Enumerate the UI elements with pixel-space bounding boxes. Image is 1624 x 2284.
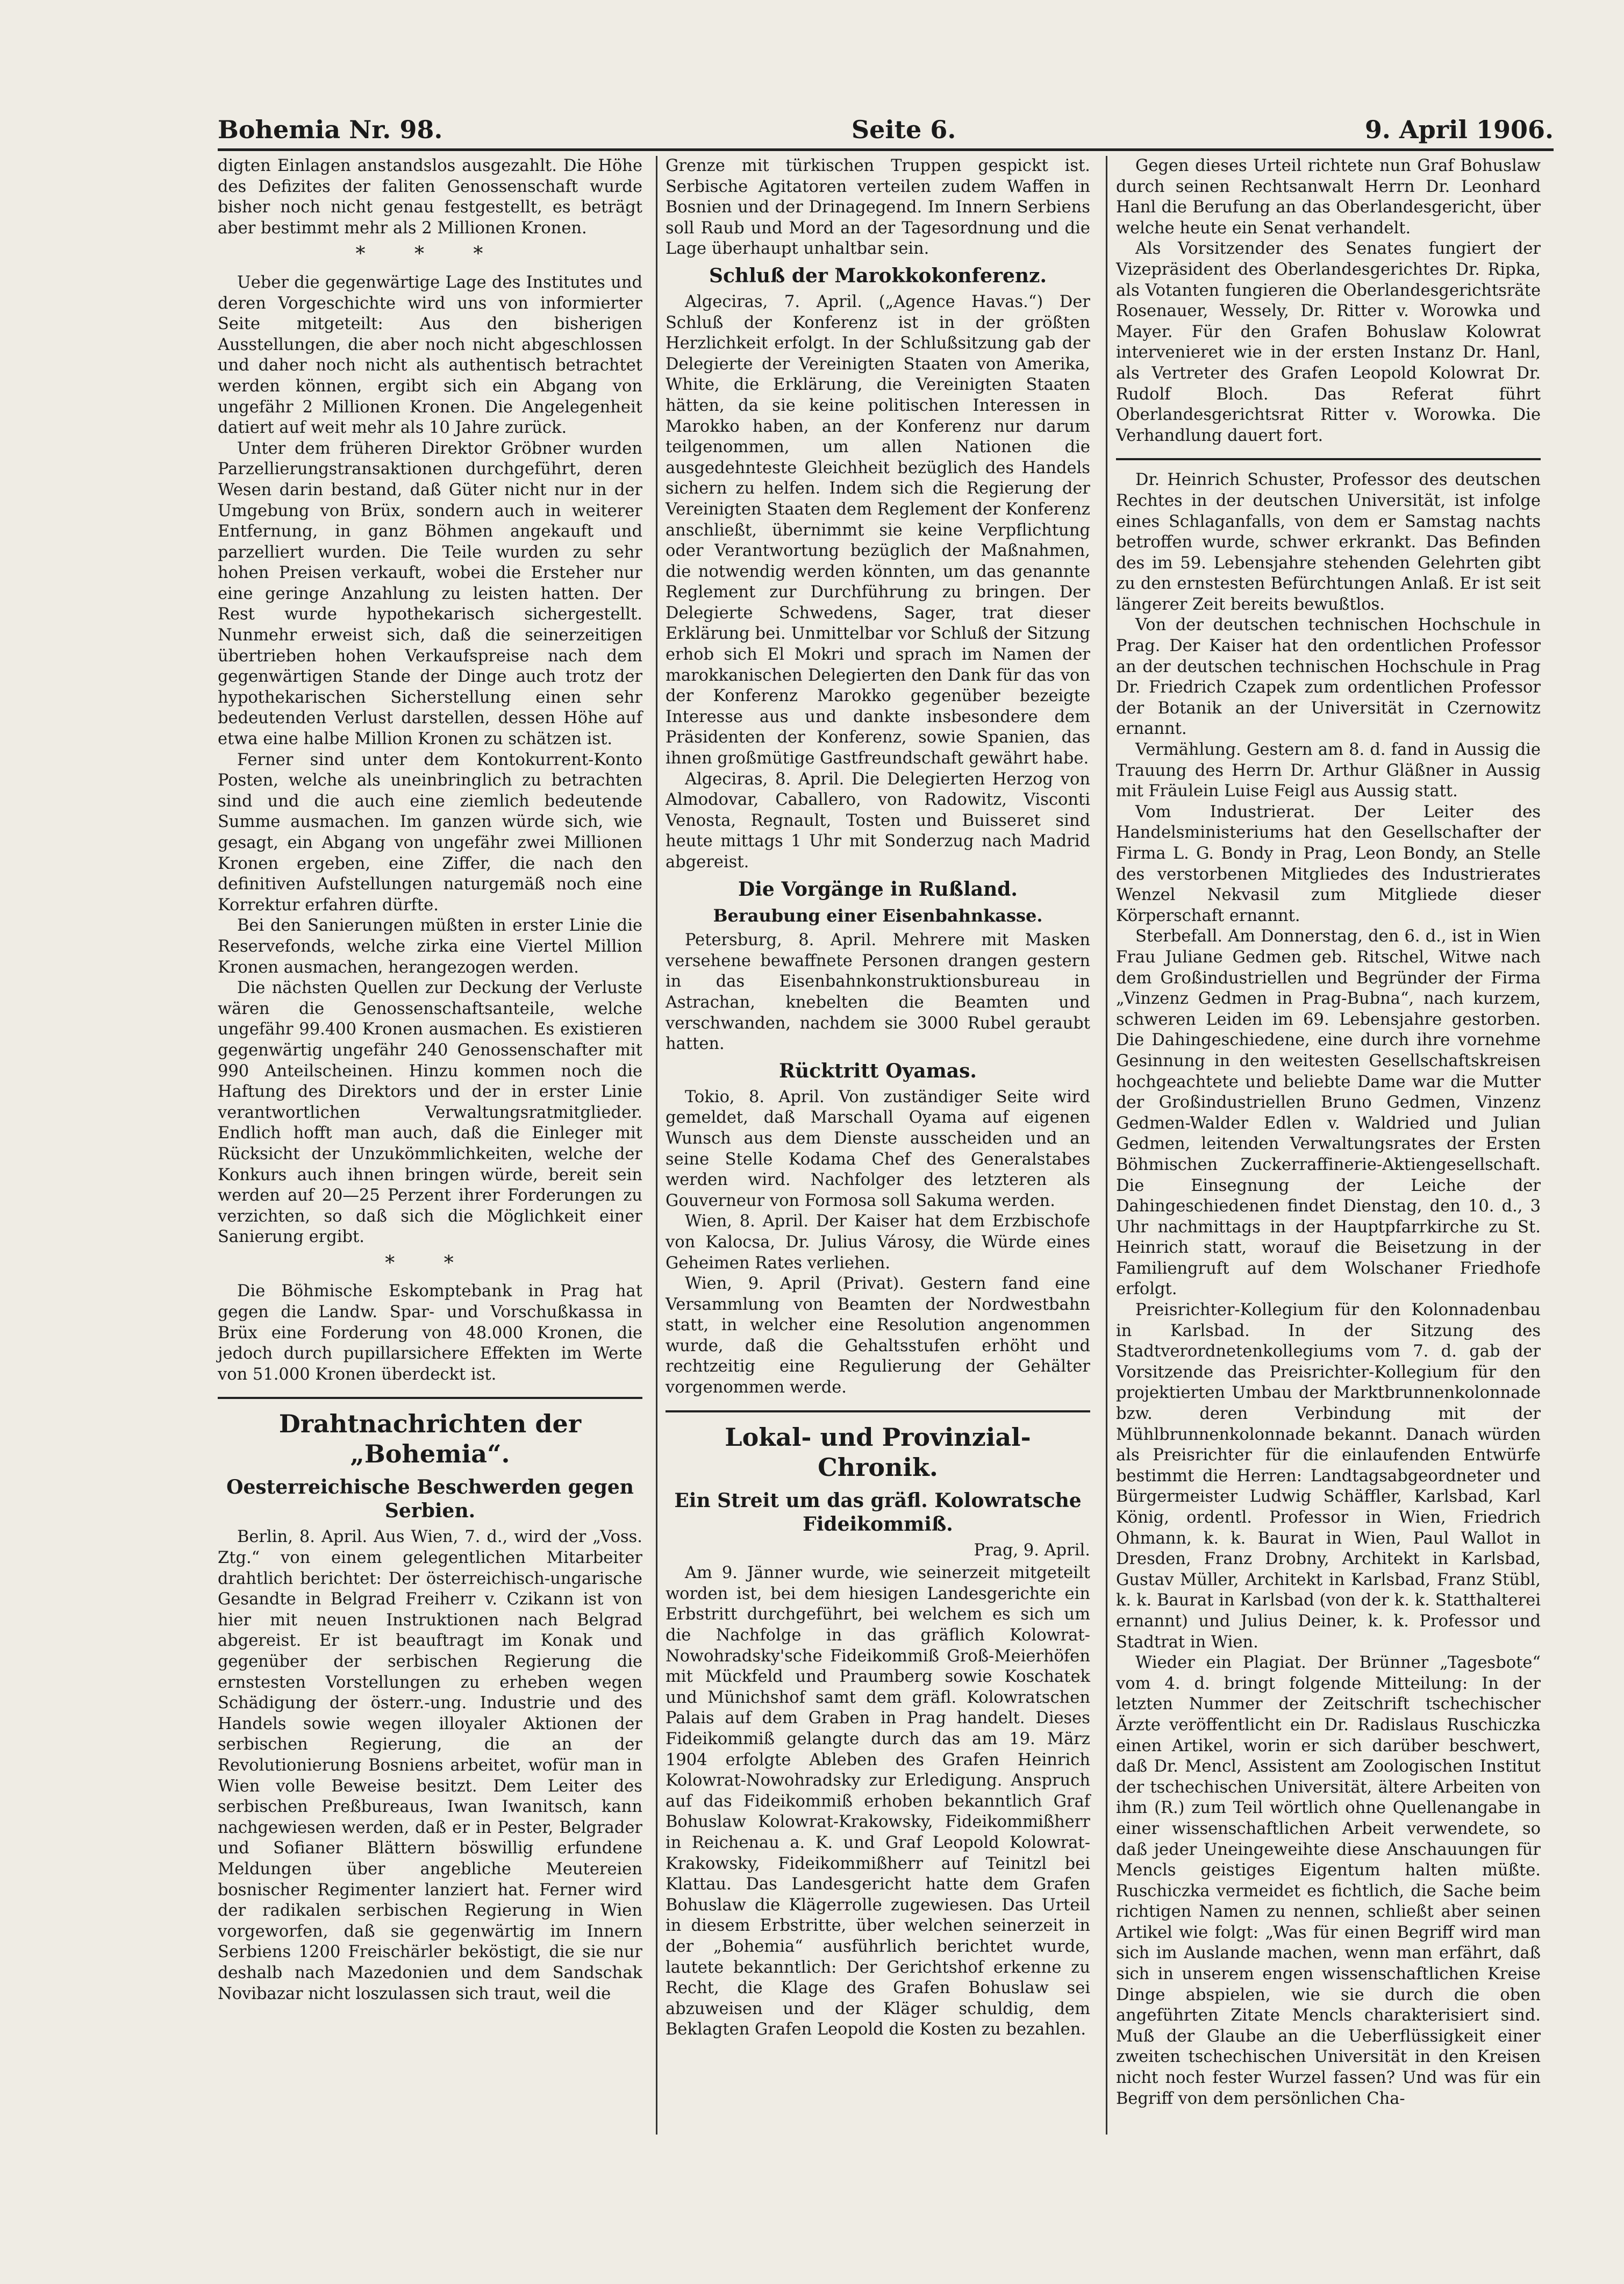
paragraph: Dr. Heinrich Schuster, Professor des deutschen Rechtes in der deutschen Universität, ist infolge eines Schlaganfalls, von dem er Samstag nachts betroffen wurde, schwer erkrankt. Das Befinden des im 59. Lebensjahre stehenden Gelehrten gibt zu den ernstesten Befürchtungen Anlaß. Er ist seit längerer Zeit bereits bewußtlos. xyxy=(1116,470,1541,614)
paragraph: Ferner sind unter dem Kontokurrent-Konto Posten, welche als uneinbringlich zu betrachten sind und die auch eine ziemlich bedeutende Summe ausmachen. Im ganzen würde sich, wie gesagt, ein Abgang von ungefähr zwei Millionen Kronen ergeben, eine Ziffer, die nach den definitiven Aufstellungen naturgemäß noch eine Korrektur erfahren dürfte. xyxy=(218,750,642,915)
paragraph: Am 9. Jänner wurde, wie seinerzeit mitgeteilt worden ist, bei dem hiesigen Landesgerichte ein Erbstritt durchgeführt, bei welchem es sich um die Nachfolge in das gräflich Kolowrat-Nowohradsky'sche Fideikommiß Groß-Meierhöfen mit Mückfeld und Praumberg sowie Koschatek und Münichshof samt dem gräfl. Kolowratschen Palais auf dem Graben in Prag handelt. Dieses Fideikommiß gelangte durch das am 19. März 1904 erfolgte Ableben des Grafen Heinrich Kolowrat-Nowohradsky zur Erledigung. Anspruch auf das Fideikommiß erhoben bekanntlich Graf Bohuslaw Kolowrat-Krakowsky, Fideikommißherr in Reichenau a. K. und Graf Leopold Kolowrat-Krakowsky, Fideikommißherr auf Teinitzl bei Klattau. Das Landesgericht hatte dem Grafen Bohuslaw die Klägerrolle zugewiesen. Das Urteil in diesem Erbstritte, über welchen seinerzeit in der „Bohemia“ ausführlich berichtet wurde, lautete bekanntlich: Der Gerichtshof erkenne zu Recht, die Klage des Grafen Bohuslaw sei abzuweisen und der Kläger schuldig, dem Beklagten Grafen Leopold die Kosten zu bezahlen. xyxy=(666,1564,1090,2039)
paragraph: Bei den Sanierungen müßten in erster Linie die Reservefonds, welche zirka eine Viertel Million Kronen ausmachen, herangezogen werden. xyxy=(218,916,642,977)
page-header xyxy=(218,111,1554,148)
section-rule xyxy=(1116,458,1541,460)
paragraph: Unter dem früheren Direktor Gröbner wurden Parzellierungstransaktionen durchgeführt, deren Wesen darin bestand, daß Güter nicht nur in der Umgebung von Brüx, sondern auch in weiterer Entfernung, in ganz Böhmen angekauft und parzelliert wurden. Die Teile wurden zu sehr hohen Preisen verkauft, wobei die Ersteher nur eine geringe Anzahlung zu leisten hatten. Der Rest wurde hypothekarisch sichergestellt. Nunmehr erweist sich, daß die seinerzeitigen übertrieben hohen Verkaufspreise nach dem gegenwärtigen Stande der Dinge auch trotz der hypothekarischen Sicherstellung einen sehr bedeutenden Verlust darstellen, dessen Höhe auf etwa eine halbe Million Kronen zu schätzen ist. xyxy=(218,439,642,749)
article-headline: Oesterreichische Beschwerden gegen Serbien. xyxy=(226,1476,634,1523)
paragraph: digten Einlagen anstandslos ausgezahlt. Die Höhe des Defizites der faliten Genossenschaft wurde bisher noch nicht genau festgestellt, es beträgt aber bestimmt mehr als 2 Millionen Kronen. xyxy=(218,156,642,238)
column-divider-1 xyxy=(656,156,657,2135)
dateline: Prag, 9. April. xyxy=(974,1540,1090,1560)
column-divider-2 xyxy=(1106,156,1107,2135)
article-headline: Schluß der Marokkokonferenz. xyxy=(709,264,1047,287)
separator-stars: * * xyxy=(385,1252,475,1274)
article-subheadline: Beraubung einer Eisenbahnkasse. xyxy=(713,905,1043,926)
paragraph: Grenze mit türkischen Truppen gespickt ist. Serbische Agitatoren verteilen zudem Waffen in Bosnien und der Drinagegend. Im Innern Serbiens soll Raub und Mord an der Tagesordnung und die Lage überhaupt unhaltbar sein. xyxy=(666,156,1090,259)
column-3 xyxy=(1116,156,1541,2109)
article-headline: Ein Streit um das gräfl. Kolowratsche Fideikommiß. xyxy=(674,1489,1082,1536)
paragraph: Algeciras, 8. April. Die Delegierten Herzog von Almodovar, Caballero, von Radowitz, Visconti Venosta, Regnault, Tosten und Buisseret sind heute mittags 1 Uhr mit Sonderzug nach Madrid abgereist. xyxy=(666,769,1090,872)
article-headline: Die Vorgänge in Rußland. xyxy=(738,877,1018,901)
paragraph: Von der deutschen technischen Hochschule in Prag. Der Kaiser hat den ordentlichen Professor an der deutschen technischen Hochschule in Prag Dr. Friedrich Czapek zum ordentlichen Professor der Botanik an der Universität in Czernowitz ernannt. xyxy=(1116,616,1541,739)
column-2 xyxy=(666,156,1090,2040)
separator-stars: * * * xyxy=(355,243,505,266)
paragraph: Die nächsten Quellen zur Deckung der Verluste wären die Genossenschaftsanteile, welche ungefähr 99.400 Kronen ausmachen. Es existieren gegenwärtig ungefähr 240 Genossenschafter mit 990 Anteilscheinen. Hinzu kommen noch die Haftung des Direktors und der in erster Linie verantwortlichen Verwaltungsratmitglieder. Endlich hofft man auch, daß die Einleger mit Rücksicht der Unzukömmlichkeiten, welche der Konkurs auch ihnen bringen würde, bereit sein werden auf 20—25 Perzent ihrer Forderungen zu verzichten, so daß sich die Möglichkeit einer Sanierung ergibt. xyxy=(218,979,642,1247)
paragraph: Ueber die gegenwärtige Lage des Institutes und deren Vorgeschichte wird uns von informierter Seite mitgeteilt: Aus den bisherigen Ausstellungen, die aber noch nicht abgeschlossen und daher noch nicht als authentisch betrachtet werden können, ergibt sich ein Abgang von ungefähr 2 Millionen Kronen. Die Angelegenheit datiert auf weit mehr als 10 Jahre zurück. xyxy=(218,273,642,438)
header-right: 9. April 1906. xyxy=(1364,115,1554,144)
column-1 xyxy=(218,156,642,2004)
paragraph: Vom Industrierat. Der Leiter des Handelsministeriums hat den Gesellschafter der Firma L. G. Bondy in Prag, Leon Bondy, an Stelle des verstorbenen Mitgliedes des Industrierates Wenzel Nekvasil zum Mitgliede dieser Körperschaft ernannt. xyxy=(1116,802,1541,925)
paragraph: Tokio, 8. April. Von zuständiger Seite wird gemeldet, daß Marschall Oyama auf eigenen Wunsch aus dem Dienste ausscheiden und an seine Stelle Kodama Chef des Generalstabes werden wird. Nachfolger des letzteren als Gouverneur von Formosa soll Sakuma werden. xyxy=(666,1087,1090,1210)
header-center: Seite 6. xyxy=(851,115,956,144)
paragraph: Gegen dieses Urteil richtete nun Graf Bohuslaw durch seinen Rechtsanwalt Herrn Dr. Leonhard Hanl die Berufung an das Oberlandesgericht, über welche heute ein Senat verhandelt. xyxy=(1116,156,1541,238)
paragraph: Algeciras, 7. April. („Agence Havas.“) Der Schluß der Konferenz ist in der größten Herzlichkeit erfolgt. In der Schlußsitzung gab der Delegierte der Vereinigten Staaten von Amerika, White, die Erklärung, die Vereinigten Staaten hätten, da sie keine politischen Interessen in Marokko haben, an der Konferenz nur darum teilgenommen, um allen Nationen die ausgedehnteste Gleichheit bezüglich des Handels sichern zu helfen. Indem sich die Regierung der Vereinigten Staaten dem Reglement der Konferenz anschließt, übernimmt sie keine Verpflichtung oder Verantwortung bezüglich der Maßnahmen, die notwendig werden könnten, um das genannte Reglement zur Durchführung zu bringen. Der Delegierte Schwedens, Sager, trat dieser Erklärung bei. Unmittelbar vor Schluß der Sitzung erhob sich El Mokri und sprach im Namen der marokkanischen Delegierten den Dank für das von der Konferenz Marokko gegenüber bezeigte Interesse aus und dankte insbesondere dem Präsidenten der Konferenz, sowie Spanien, das ihnen großmütige Gastfreundschaft gewährt habe. xyxy=(666,292,1090,768)
paragraph: Petersburg, 8. April. Mehrere mit Masken versehene bewaffnete Personen drangen gestern in das Eisenbahnkonstruktionsbureau in Astrachan, knebelten die Beamten und verschwanden, nachdem sie 3000 Rubel geraubt hatten. xyxy=(666,931,1090,1054)
header-left: Bohemia Nr. 98. xyxy=(218,115,443,144)
paragraph: Wieder ein Plagiat. Der Brünner „Tagesbote“ vom 4. d. bringt folgende Mitteilung: In der letzten Nummer der Zeitschrift tschechischer Ärzte veröffentlicht ein Dr. Radislaus Ruschiczka einen Artikel, worin er sich darüber beschwert, daß Dr. Mencl, Assistent am Zoologischen Institut der tschechischen Universität, ältere Arbeiten von ihm (R.) zum Teil wörtlich ohne Quellenangabe in einer wissenschaftlichen Arbeit verwendete, so daß jeder Uneingeweihte diese Anschauungen für Mencls geistiges Eigentum halten müßte. Ruschiczka vermeidet es fichtlich, die Sache beim richtigen Namen zu nennen, schließt aber seinen Artikel wie folgt: „Was für einen Begriff wird man sich im Auslande machen, wenn man erfährt, daß sich in unserem engen wissenschaftlichen Kreise Dinge abspielen, wie sie durch die oben angeführten Zitate Mencls charakterisiert sind. Muß der Glaube an die Ueberflüssigkeit einer zweiten tschechischen Universität in den Kreisen nicht noch fester Wurzel fassen? Und was für ein Begriff von dem persönlichen Cha- xyxy=(1116,1653,1541,2108)
section-title: Lokal- und Provinzial-Chronik. xyxy=(725,1422,1031,1482)
section-rule xyxy=(218,1397,642,1399)
paragraph: Preisrichter-Kollegium für den Kolonnadenbau in Karlsbad. In der Sitzung des Stadtverordnetenkollegiums vom 7. d. gab der Vorsitzende das Preisrichter-Kollegium für den projektierten Umbau der Marktbrunnenkolonnade bzw. deren Verbindung mit der Mühlbrunnenkolonnade bekannt. Danach würden als Preisrichter für die einlaufenden Entwürfe bestimmt die Herren: Landtagsabgeordneter und Bürgermeister Ludwig Schäffler, Karlsbad, Karl König, ordentl. Professor in Wien, Friedrich Ohmann, k. k. Baurat in Wien, Paul Wallot in Dresden, Franz Drobny, Architekt in Karlsbad, Gustav Müller, Architekt in Karlsbad, Franz Stübl, k. k. Baurat in Karlsbad (von der k. k. Statthalterei ernannt) und Julius Deiner, k. k. Professor und Stadtrat in Wien. xyxy=(1116,1301,1541,1652)
paragraph: Berlin, 8. April. Aus Wien, 7. d., wird der „Voss. Ztg.“ von einem gelegentlichen Mitarbeiter drahtlich berichtet: Der österreichisch-ungarische Gesandte in Belgrad Freiherr v. Czikann ist von hier mit neuen Instruktionen nach Belgrad abgereist. Er ist beauftragt im Konak und gegenüber der serbischen Regierung die ernstesten Vorstellungen zu erheben wegen Schädigung der österr.-ung. Industrie und des Handels sowie wegen illoyaler Aktionen der serbischen Regierung, die an der Revolutionierung Bosniens arbeitet, wofür man in Wien volle Beweise besitzt. Dem Leiter des serbischen Preßbureaus, Iwan Iwanitsch, kann nachgewiesen werden, daß er in Pester, Belgrader und Sofianer Blättern böswillig erfundene Meldungen über angebliche Meutereien bosnischer Regimenter lanziert hat. Ferner wird der radikalen serbischen Regierung in Wien vorgeworfen, daß sie gegenwärtig im Innern Serbiens 1200 Freischärler beköstigt, die sie nur deshalb nach Mazedonien und dem Sandschak Novibazar nicht loszulassen sich traut, weil die xyxy=(218,1528,642,2003)
paragraph: Wien, 8. April. Der Kaiser hat dem Erzbischofe von Kalocsa, Dr. Julius Városy, die Würde eines Geheimen Rates verliehen. xyxy=(666,1212,1090,1273)
paragraph: Vermählung. Gestern am 8. d. fand in Aussig die Trauung des Herrn Dr. Arthur Gläßner in Aussig mit Fräulein Luise Feigl aus Aussig statt. xyxy=(1116,740,1541,801)
section-title: Drahtnachrichten der „Bohemia“. xyxy=(278,1409,582,1469)
paragraph: Die Böhmische Eskomptebank in Prag hat gegen die Landw. Spar- und Vorschußkassa in Brüx eine Forderung von 48.000 Kronen, die jedoch durch pupillarsichere Effekten im Werte von 51.000 Kronen überdeckt ist. xyxy=(218,1282,642,1384)
article-headline: Rücktritt Oyamas. xyxy=(779,1059,977,1082)
paragraph: Wien, 9. April (Privat). Gestern fand eine Versammlung von Beamten der Nordwestbahn statt, in welcher eine Resolution angenommen wurde, daß die Gehaltsstufen erhöht und rechtzeitig eine Regulierung der Gehälter vorgenommen werde. xyxy=(666,1274,1090,1397)
section-rule xyxy=(666,1410,1090,1412)
paragraph: Sterbefall. Am Donnerstag, den 6. d., ist in Wien Frau Juliane Gedmen geb. Ritschel, Witwe nach dem Großindustriellen und Begründer der Firma „Vinzenz Gedmen in Prag-Bubna“, nach kurzem, schweren Leiden im 69. Lebensjahre gestorben. Die Dahingeschiedene, eine durch ihre vornehme Gesinnung in den weitesten Gesellschaftskreisen hochgeachtete und beliebte Dame war die Mutter der Großindustriellen Bruno Gedmen, Vinzenz Gedmen-Walder Edlen v. Waldried und Julian Gedmen, leitenden Verwaltungsrates der Ersten Böhmischen Zuckerraffinerie-Aktiengesellschaft. Die Einsegnung der Leiche der Dahingeschiedenen findet Dienstag, den 10. d., 3 Uhr nachmittags in der Hauptpfarrkirche zu St. Heinrich statt, worauf die Beisetzung in der Familiengruft auf dem Wolschaner Friedhofe erfolgt. xyxy=(1116,927,1541,1299)
header-rule xyxy=(218,148,1554,151)
paragraph: Als Vorsitzender des Senates fungiert der Vizepräsident des Oberlandesgerichtes Dr. Ripka, als Votanten fungieren die Oberlandesgerichtsräte Rosenauer, Wessely, Dr. Ritter v. Worowka und Mayer. Für den Grafen Bohuslaw Kolowrat intervenieret wie in der ersten Instanz Dr. Hanl, als Vertreter des Grafen Leopold Kolowrat Dr. Rudolf Bloch. Das Referat führt Oberlandesgerichtsrat Ritter v. Worowka. Die Verhandlung dauert fort. xyxy=(1116,239,1541,445)
